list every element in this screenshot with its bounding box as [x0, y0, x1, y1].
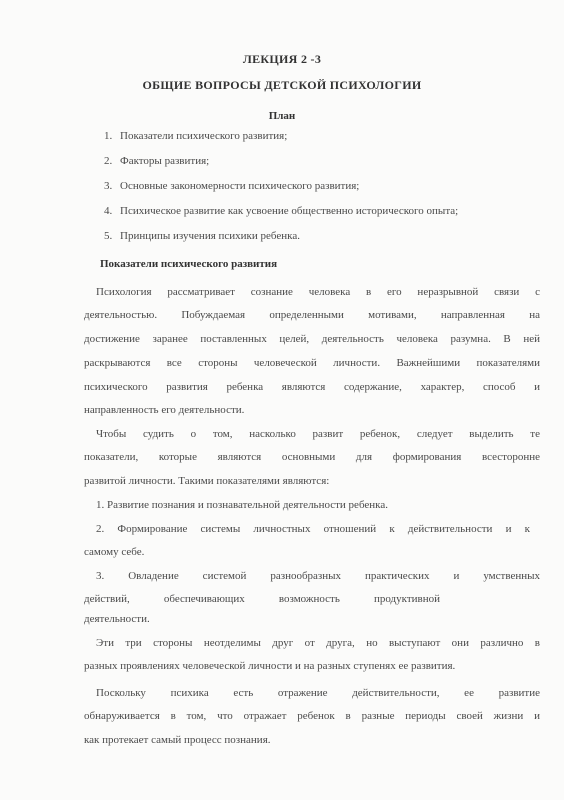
- text-line: Чтобы судить о том, насколько развит ребенок, следует выделить те: [96, 428, 540, 440]
- plan-item: [104, 205, 458, 217]
- text-line: обнаруживается в том, что отражает ребенок в разные периоды своей жизни и: [84, 710, 540, 722]
- lecture-number: ЛЕКЦИЯ 2 -3: [242, 52, 322, 66]
- text-line: действий, обеспечивающих возможность продуктивной: [84, 593, 440, 605]
- plan-heading: План: [268, 110, 296, 122]
- plan-item-text: Показатели психического развития;: [120, 130, 288, 142]
- text-line: деятельностью. Побуждаемая определенными мотивами, направленная на: [84, 309, 540, 321]
- text-line: Поскольку психика есть отражение действительности, ее развитие: [96, 687, 540, 699]
- text-line: деятельности.: [84, 613, 150, 625]
- plan-item: [104, 230, 300, 242]
- text-line: Эти три стороны неотделимы друг от друга, но выступают они различно в: [96, 637, 540, 649]
- plan-item-number: 5.: [104, 230, 113, 242]
- text-line: самому себе.: [84, 546, 145, 558]
- plan-item: [104, 155, 209, 167]
- text-line: 2. Формирование системы личностных отношений к действительности и к: [96, 523, 530, 535]
- plan-item: [104, 180, 359, 192]
- text-line: показатели, которые являются основными для формирования всесторонне: [84, 451, 540, 463]
- text-line: психического развития ребенка являются содержание, характер, способ и: [84, 381, 540, 393]
- plan-item: [104, 130, 287, 142]
- plan-item-text: Факторы развития;: [120, 155, 210, 167]
- plan-item-text: Принципы изучения психики ребенка.: [120, 230, 300, 242]
- plan-item-number: 1.: [104, 130, 113, 142]
- text-line: как протекает самый процесс познания.: [84, 734, 271, 746]
- plan-item-number: 2.: [104, 155, 113, 167]
- text-line: направленность его деятельности.: [84, 404, 245, 416]
- lecture-title: ОБЩИЕ ВОПРОСЫ ДЕТСКОЙ ПСИХОЛОГИИ: [142, 78, 422, 92]
- text-line: развитой личности. Такими показателями являются:: [84, 475, 330, 487]
- text-line: раскрываются все стороны человеческой личности. Важнейшими показателями: [84, 357, 540, 369]
- text-line: 1. Развитие познания и познавательной деятельности ребенка.: [96, 499, 388, 511]
- plan-item-number: 3.: [104, 180, 113, 192]
- text-line: достижение заранее поставленных целей, деятельность человека разумна. В ней: [84, 333, 540, 345]
- text-line: Психология рассматривает сознание человека в его неразрывной связи с: [96, 286, 540, 298]
- text-line: 3. Овладение системой разнообразных практических и умственных: [96, 570, 540, 582]
- plan-item-text: Психическое развитие как усвоение общественно исторического опыта;: [120, 205, 459, 217]
- plan-item-text: Основные закономерности психического развития;: [120, 180, 360, 192]
- section-heading: Показатели психического развития: [100, 258, 278, 270]
- plan-item-number: 4.: [104, 205, 113, 217]
- text-line: разных проявлениях человеческой личности и на разных ступенях ее развития.: [84, 660, 456, 672]
